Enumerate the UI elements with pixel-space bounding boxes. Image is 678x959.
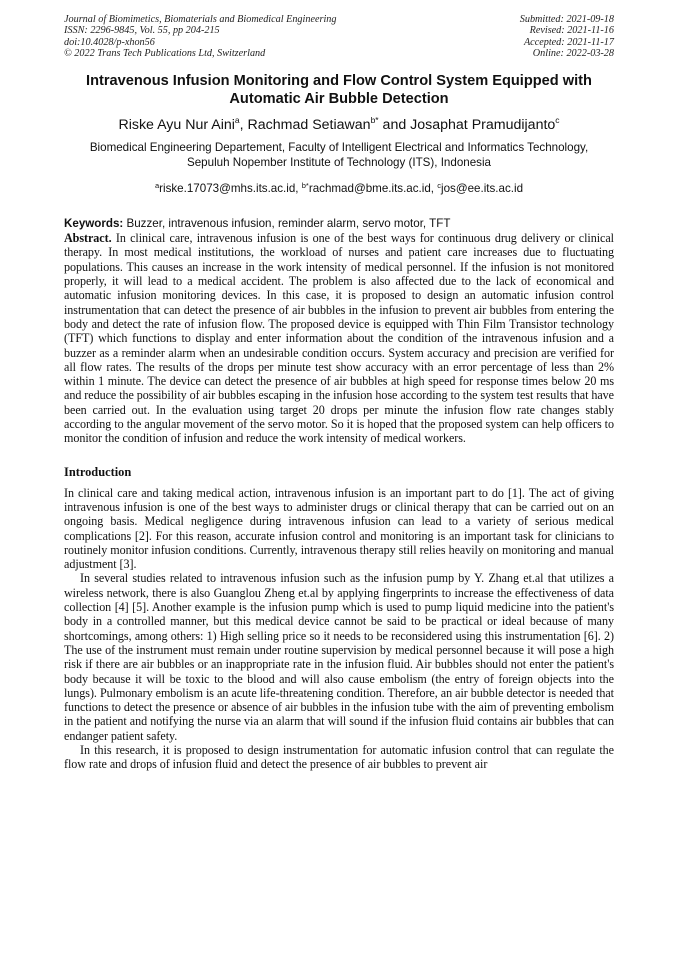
journal-info [64,14,336,59]
author-name: Rachmad Setiawan [247,117,371,134]
affiliation-line2: Sepuluh Nopember Institute of Technology (ITS), Indonesia [187,155,491,169]
author-separator: , [239,117,248,134]
keywords-text: Buzzer, intravenous infusion, reminder alarm, servo motor, TFT [123,217,451,231]
email-mark: b* [301,181,309,191]
paper-title-line1: Intravenous Infusion Monitoring and Flow Control System Equipped with [86,73,592,90]
email-mark: c [437,181,441,191]
author-affil-mark: a [234,115,240,126]
publication-dates [520,14,614,59]
section-heading-introduction: Introduction [64,464,132,479]
intro-paragraph-2: In several studies related to intravenous infusion such as the infusion pump by Y. Zhang et.al that utilizes a wireless network, there is also Guanglou Zheng et.al by applying fingerprints to increase the effectiveness of data collection [4] [5]. Another example is the infusion pump which is used to pump liquid medicine into the patient's body in a controlled manner, but this medical device cannot be said to be practical or ideal because of many shortcomings, among others: 1) High selling price so it needs to be reconsidered using this instrumentation [6]. 2) The use of the instrument must remain under routine supervision by medical personnel because it will pose a high risk if there are air bubbles or an inappropriate rate in the infusion fluid. Air bubbles should not enter the patient's body because it will be toxic to the blood and will also cause embolism (the entry of foreign objects into the lungs). Pulmonary embolism is an acute life-threatening condition. Therefore, an air bubble detector is needed that functions to detect the presence or absence of air bubbles in the infusion tube with the aim of preventing embolism in the patient and notifying the nurse via an alarm that will sound if the infusion fluid contains air bubbles that can endanger patient safety. [64,571,614,743]
email-link[interactable]: riske.17073@mhs.its.ac.id, [159,182,302,196]
date-accepted: Accepted: 2021-11-17 [523,36,614,48]
date-online: Online: 2022-03-28 [532,47,614,59]
paper-title-line2: Automatic Air Bubble Detection [229,91,449,108]
paper-title [64,72,614,108]
author-separator: and [378,117,411,134]
affiliation-line1: Biomedical Engineering Departement, Faculty of Intelligent Electrical and Informatics Technology, [89,141,589,155]
date-submitted: Submitted: 2021-09-18 [519,14,614,25]
email-link[interactable]: rachmad@bme.its.ac.id, [308,182,438,196]
keywords [64,217,614,231]
author-list [64,116,614,134]
author-name: Josaphat Pramudijanto [410,117,556,134]
journal-copyright: © 2022 Trans Tech Publications Ltd, Switzerland [64,47,266,59]
abstract-text: In clinical care, intravenous infusion is one of the best ways for continuous drug delivery or clinical therapy. In most medical institutions, the workload of nurses and patient care increases due to fluctuating populations. This causes an increase in the work intensity of medical personnel. If the infusion is not monitored properly, it will lead to a medical accident. The problem is also affected due to the lack of economical and automatic infusion monitoring devices. In this case, it is proposed to design an automatic infusion control instrumentation that can detect the presence of air bubbles in the infusion to prevent air bubbles from entering the body and detect the rate of infusion flow. The proposed device is equipped with Thin Film Transistor technology (TFT) which functions to display and enter information about the condition of the intravenous infusion and a buzzer as a reminder alarm when an undesirable condition occurs. System accuracy and precision are verified for all flow rates. The results of the drops per minute test show accuracy with an error percentage of less than 2% within 1 minute. The device can detect the presence of air bubbles at high speed for response times below 20 ms and reduce the possibility of air bubbles escaping in the infusion hose according to the system test results that have been carried out. In the evaluation using target 20 drops per minute the infusion flow rate changes stably according to the angular movement of the servo motor. So it is hoped that the proposed system can help officers to monitor the condition of infusion and reduce the work intensity of medical workers. [64,231,614,446]
author-emails [64,182,614,196]
journal-issn: ISSN: 2296-9845, Vol. 55, pp 204-215 [64,25,220,37]
paper-page [64,14,614,772]
abstract-label: Abstract. [64,231,112,246]
author-name: Riske Ayu Nur Aini [118,117,235,134]
journal-doi[interactable]: doi:10.4028/p-xhon56 [64,36,155,48]
intro-paragraph-1: In clinical care and taking medical action, intravenous infusion is an important part to do [1]. The act of giving intravenous infusion is one of the best ways to administer drugs or clinical therapy that can be carried out on an ongoing basis. Medical negligence during intravenous infusion can lead to a variety of serious medical complications [2]. For this reason, accurate infusion control and monitoring is an important task for clinicians to routinely monitor infusion conditions. Currently, intravenous therapy still relies heavily on monitoring and manual adjustment [3]. [64,485,614,572]
date-revised: Revised: 2021-11-16 [529,25,614,37]
journal-header [64,14,614,59]
abstract [64,231,614,445]
author-affil-mark: c [555,115,560,126]
journal-name: Journal of Biomimetics, Biomaterials and Biomedical Engineering [64,14,337,25]
email-link[interactable]: jos@ee.its.ac.id [441,182,524,196]
email-mark: a [154,181,160,191]
keywords-label: Keywords: [64,217,124,231]
author-affil-mark: b* [370,115,379,126]
intro-paragraph-3: In this research, it is proposed to design instrumentation for automatic infusion control that can regulate the flow rate and drops of infusion fluid and detect the presence of air bubbles to prevent air [64,742,614,772]
affiliation [64,141,614,170]
